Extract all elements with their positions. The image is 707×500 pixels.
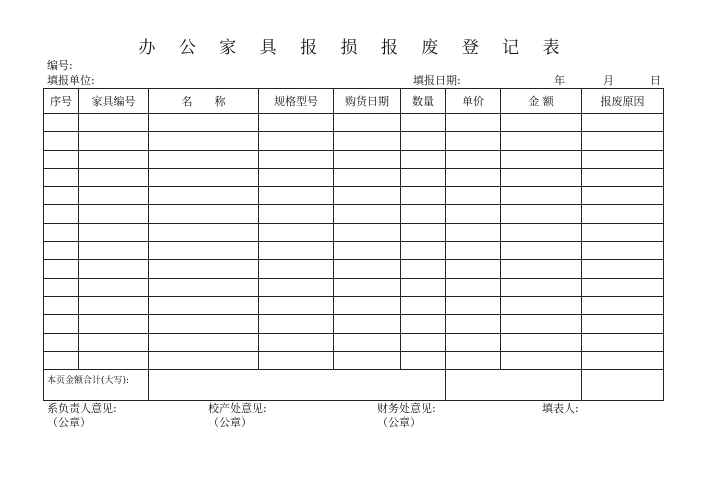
- dept-head-opinion-label: 系负责人意见:: [47, 402, 117, 415]
- cell-name[interactable]: [149, 260, 259, 278]
- cell-model[interactable]: [259, 114, 334, 132]
- cell-index[interactable]: [44, 260, 79, 278]
- cell-name[interactable]: [149, 168, 259, 186]
- cell-quantity[interactable]: [401, 187, 446, 205]
- cell-quantity[interactable]: [401, 296, 446, 314]
- cell-amount[interactable]: [501, 351, 582, 369]
- cell-name[interactable]: [149, 132, 259, 150]
- col-header-index: 序号: [44, 89, 79, 114]
- cell-model[interactable]: [259, 315, 334, 333]
- cell-unit-price[interactable]: [446, 278, 501, 296]
- col-header-purchase-date: 购货日期: [334, 89, 401, 114]
- finance-office-opinion-label: 财务处意见:: [377, 402, 436, 415]
- cell-unit-price[interactable]: [446, 260, 501, 278]
- finance-seal-label: （公章）: [377, 416, 421, 429]
- cell-amount[interactable]: [501, 278, 582, 296]
- cell-model[interactable]: [259, 150, 334, 168]
- cell-quantity[interactable]: [401, 333, 446, 351]
- col-header-reason: 报废原因: [582, 89, 664, 114]
- cell-furniture-id[interactable]: [79, 315, 149, 333]
- cell-index[interactable]: [44, 278, 79, 296]
- cell-name[interactable]: [149, 242, 259, 260]
- cell-unit-price[interactable]: [446, 150, 501, 168]
- cell-purchase-date[interactable]: [334, 168, 401, 186]
- cell-quantity[interactable]: [401, 223, 446, 241]
- cell-furniture-id[interactable]: [79, 351, 149, 369]
- cell-amount[interactable]: [501, 205, 582, 223]
- unit-label: 填报单位:: [47, 74, 95, 87]
- date-label: 填报日期:: [413, 74, 461, 87]
- cell-index[interactable]: [44, 114, 79, 132]
- cell-reason[interactable]: [582, 205, 664, 223]
- cell-model[interactable]: [259, 333, 334, 351]
- cell-unit-price[interactable]: [446, 168, 501, 186]
- cell-furniture-id[interactable]: [79, 278, 149, 296]
- col-header-quantity: 数量: [401, 89, 446, 114]
- cell-reason[interactable]: [582, 296, 664, 314]
- cell-quantity[interactable]: [401, 260, 446, 278]
- cell-reason[interactable]: [582, 223, 664, 241]
- cell-purchase-date[interactable]: [334, 260, 401, 278]
- table-row: [44, 315, 664, 333]
- col-header-furniture-id: 家具编号: [79, 89, 149, 114]
- cell-name[interactable]: [149, 187, 259, 205]
- cell-unit-price[interactable]: [446, 296, 501, 314]
- cell-reason[interactable]: [582, 351, 664, 369]
- cell-amount[interactable]: [501, 296, 582, 314]
- cell-purchase-date[interactable]: [334, 205, 401, 223]
- table-row: [44, 168, 664, 186]
- cell-amount[interactable]: [501, 114, 582, 132]
- cell-name[interactable]: [149, 278, 259, 296]
- cell-model[interactable]: [259, 132, 334, 150]
- cell-unit-price[interactable]: [446, 242, 501, 260]
- cell-furniture-id[interactable]: [79, 205, 149, 223]
- cell-amount[interactable]: [501, 242, 582, 260]
- asset-seal-label: （公章）: [208, 416, 252, 429]
- asset-office-opinion-label: 校产处意见:: [208, 402, 267, 415]
- table-row: [44, 351, 664, 369]
- cell-amount[interactable]: [501, 150, 582, 168]
- cell-amount[interactable]: [501, 315, 582, 333]
- cell-amount[interactable]: [501, 260, 582, 278]
- cell-purchase-date[interactable]: [334, 114, 401, 132]
- table-row: [44, 333, 664, 351]
- table-header-row: [44, 89, 664, 114]
- table-row: [44, 187, 664, 205]
- table-row: [44, 223, 664, 241]
- cell-furniture-id[interactable]: [79, 168, 149, 186]
- cell-index[interactable]: [44, 223, 79, 241]
- cell-index[interactable]: [44, 150, 79, 168]
- cell-index[interactable]: [44, 132, 79, 150]
- cell-furniture-id[interactable]: [79, 150, 149, 168]
- cell-model[interactable]: [259, 205, 334, 223]
- col-header-amount: 金 额: [501, 89, 582, 114]
- cell-amount[interactable]: [501, 223, 582, 241]
- cell-model[interactable]: [259, 187, 334, 205]
- cell-amount[interactable]: [501, 333, 582, 351]
- cell-model[interactable]: [259, 260, 334, 278]
- cell-furniture-id[interactable]: [79, 296, 149, 314]
- cell-quantity[interactable]: [401, 351, 446, 369]
- cell-furniture-id[interactable]: [79, 187, 149, 205]
- cell-name[interactable]: [149, 351, 259, 369]
- total-amount-figure-cell[interactable]: [446, 370, 582, 401]
- col-header-unit-price: 单价: [446, 89, 501, 114]
- cell-index[interactable]: [44, 351, 79, 369]
- cell-name[interactable]: [149, 296, 259, 314]
- cell-name[interactable]: [149, 114, 259, 132]
- cell-unit-price[interactable]: [446, 351, 501, 369]
- cell-reason[interactable]: [582, 260, 664, 278]
- cell-reason[interactable]: [582, 114, 664, 132]
- total-row: [44, 370, 664, 401]
- disposal-table: [43, 88, 664, 401]
- table-row: [44, 296, 664, 314]
- cell-furniture-id[interactable]: [79, 114, 149, 132]
- cell-quantity[interactable]: [401, 168, 446, 186]
- cell-unit-price[interactable]: [446, 315, 501, 333]
- filler-label: 填表人:: [542, 402, 579, 415]
- dept-seal-label: （公章）: [47, 416, 91, 429]
- cell-unit-price[interactable]: [446, 132, 501, 150]
- cell-quantity[interactable]: [401, 315, 446, 333]
- cell-index[interactable]: [44, 187, 79, 205]
- cell-name[interactable]: [149, 315, 259, 333]
- cell-model[interactable]: [259, 296, 334, 314]
- cell-model[interactable]: [259, 351, 334, 369]
- col-header-model: 规格型号: [259, 89, 334, 114]
- date-day: 日: [650, 74, 661, 87]
- number-label: 编号:: [47, 59, 73, 72]
- cell-purchase-date[interactable]: [334, 223, 401, 241]
- table-row: [44, 242, 664, 260]
- total-amount-cell[interactable]: [149, 370, 446, 401]
- cell-reason[interactable]: [582, 278, 664, 296]
- cell-purchase-date[interactable]: [334, 132, 401, 150]
- cell-name[interactable]: [149, 150, 259, 168]
- cell-reason[interactable]: [582, 333, 664, 351]
- cell-reason[interactable]: [582, 242, 664, 260]
- cell-name[interactable]: [149, 223, 259, 241]
- cell-index[interactable]: [44, 205, 79, 223]
- total-extra-cell[interactable]: [582, 370, 664, 401]
- cell-reason[interactable]: [582, 132, 664, 150]
- cell-index[interactable]: [44, 333, 79, 351]
- cell-purchase-date[interactable]: [334, 278, 401, 296]
- table-row: [44, 114, 664, 132]
- cell-amount[interactable]: [501, 168, 582, 186]
- table-row: [44, 132, 664, 150]
- cell-quantity[interactable]: [401, 205, 446, 223]
- cell-amount[interactable]: [501, 187, 582, 205]
- cell-model[interactable]: [259, 168, 334, 186]
- cell-purchase-date[interactable]: [334, 351, 401, 369]
- cell-unit-price[interactable]: [446, 223, 501, 241]
- cell-name[interactable]: [149, 205, 259, 223]
- cell-model[interactable]: [259, 278, 334, 296]
- cell-name[interactable]: [149, 333, 259, 351]
- cell-index[interactable]: [44, 168, 79, 186]
- cell-furniture-id[interactable]: [79, 333, 149, 351]
- cell-model[interactable]: [259, 223, 334, 241]
- cell-purchase-date[interactable]: [334, 242, 401, 260]
- col-header-name: 名 称: [149, 89, 259, 114]
- cell-index[interactable]: [44, 296, 79, 314]
- cell-quantity[interactable]: [401, 150, 446, 168]
- cell-index[interactable]: [44, 315, 79, 333]
- cell-unit-price[interactable]: [446, 114, 501, 132]
- table-row: [44, 150, 664, 168]
- cell-index[interactable]: [44, 242, 79, 260]
- cell-purchase-date[interactable]: [334, 296, 401, 314]
- cell-reason[interactable]: [582, 315, 664, 333]
- form-title: 办 公 家 具 报 损 报 废 登 记 表: [138, 38, 569, 58]
- table-row: [44, 205, 664, 223]
- cell-reason[interactable]: [582, 150, 664, 168]
- cell-reason[interactable]: [582, 187, 664, 205]
- cell-quantity[interactable]: [401, 114, 446, 132]
- cell-quantity[interactable]: [401, 242, 446, 260]
- total-label: 本页金额合计(大写):: [44, 370, 149, 401]
- cell-unit-price[interactable]: [446, 333, 501, 351]
- cell-furniture-id[interactable]: [79, 242, 149, 260]
- cell-model[interactable]: [259, 242, 334, 260]
- table-row: [44, 260, 664, 278]
- date-month: 月: [603, 74, 614, 87]
- cell-purchase-date[interactable]: [334, 187, 401, 205]
- cell-unit-price[interactable]: [446, 205, 501, 223]
- date-year: 年: [554, 74, 565, 87]
- cell-purchase-date[interactable]: [334, 333, 401, 351]
- cell-quantity[interactable]: [401, 278, 446, 296]
- cell-amount[interactable]: [501, 132, 582, 150]
- cell-purchase-date[interactable]: [334, 315, 401, 333]
- cell-furniture-id[interactable]: [79, 260, 149, 278]
- table-row: [44, 278, 664, 296]
- cell-furniture-id[interactable]: [79, 132, 149, 150]
- cell-reason[interactable]: [582, 168, 664, 186]
- cell-purchase-date[interactable]: [334, 150, 401, 168]
- cell-unit-price[interactable]: [446, 187, 501, 205]
- cell-furniture-id[interactable]: [79, 223, 149, 241]
- cell-quantity[interactable]: [401, 132, 446, 150]
